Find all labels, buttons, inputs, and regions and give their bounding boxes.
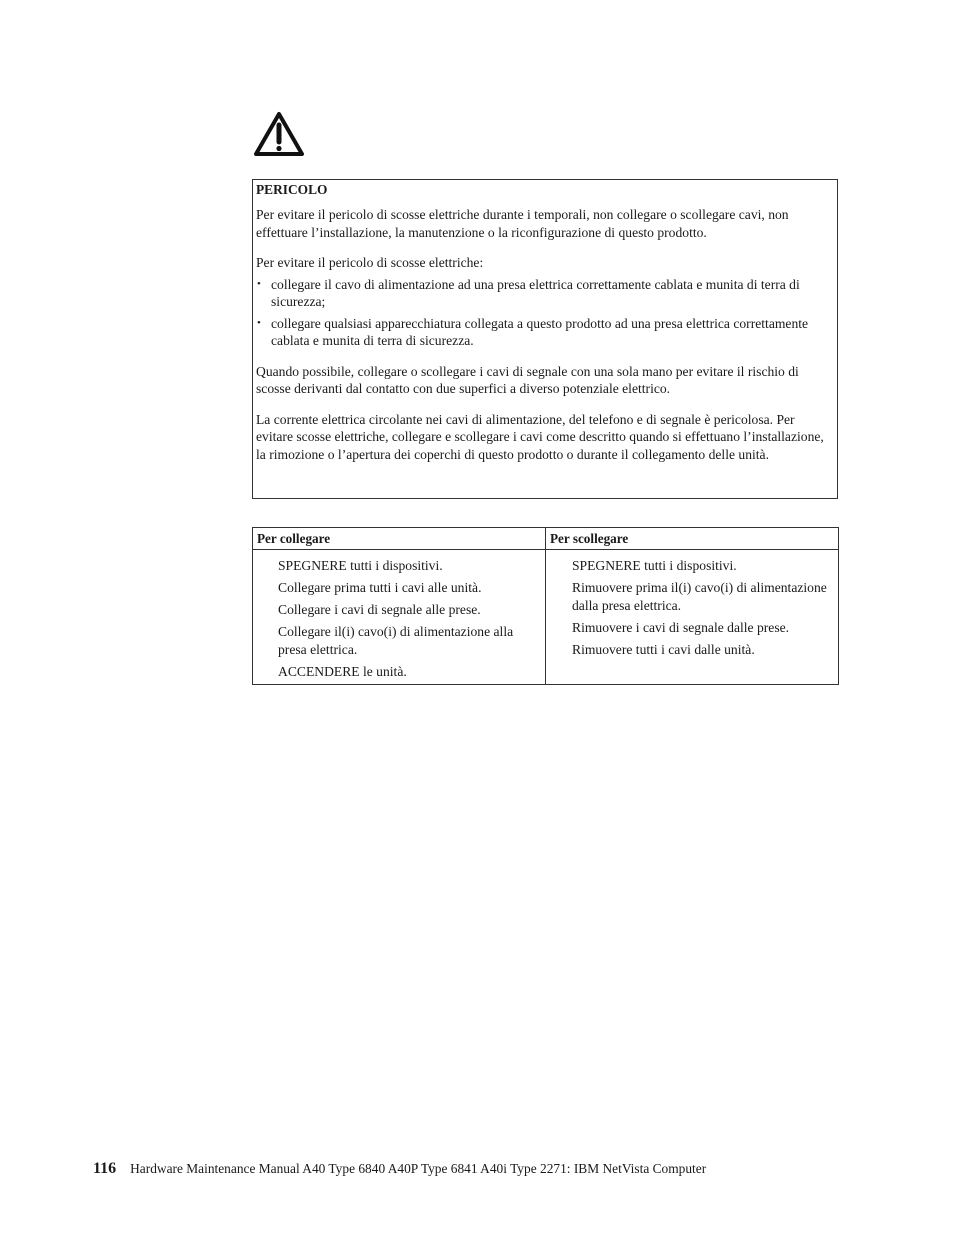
connect-header: Per collegare — [253, 528, 545, 550]
list-item — [256, 276, 829, 311]
bullet-text: collegare il cavo di alimentazione ad una presa elettrica correttamente cablata e munita di terra di sicurezza; — [271, 276, 800, 309]
bullet-icon: • — [257, 277, 261, 290]
list-item: ACCENDERE le unità. — [278, 663, 407, 679]
warning-triangle-icon — [253, 111, 305, 157]
danger-paragraph: Quando possibile, collegare o scollegare i cavi di segnale con una sola mano per evitare il rischio di scosse derivanti dal contatto con due superfici a diverso potenziale elettrico. — [256, 363, 799, 396]
page-footer — [93, 1160, 706, 1178]
list-item: Rimuovere i cavi di segnale dalle prese. — [572, 619, 790, 635]
list-item: SPEGNERE tutti i dispositivi. — [572, 558, 737, 573]
danger-paragraph: La corrente elettrica circolante nei cavi di alimentazione, del telefono e di segnale è pericolosa. Per evitare scosse elettriche, collegare e scollegare i cavi come descritto quando si effettuano l’installazione, la rimozione o l’apertura dei coperchi di questo prodotto o durante il collegamento delle unità. — [256, 411, 824, 462]
disconnect-column — [546, 528, 838, 684]
list-item: Collegare i cavi di segnale alle prese. — [278, 602, 481, 617]
bullet-text: collegare qualsiasi apparecchiatura collegata a questo prodotto ad una presa elettrica correttamente cablata e munita di terra di sicurezza. — [271, 315, 809, 348]
list-item: SPEGNERE tutti i dispositivi. — [278, 558, 443, 573]
list-item: Rimuovere tutti i cavi dalle unità. — [572, 641, 755, 657]
page-number: 116 — [93, 1160, 117, 1177]
list-item: Collegare il(i) cavo(i) di alimentazione alla presa elettrica. — [278, 624, 514, 657]
disconnect-steps — [546, 550, 838, 658]
danger-notice — [252, 179, 838, 499]
danger-paragraph: Per evitare il pericolo di scosse elettriche durante i temporali, non collegare o scollegare cavi, non effettuare l’installazione, la manutenzione o la riconfigurazione di questo prodotto. — [256, 207, 789, 240]
connect-steps — [253, 550, 545, 680]
danger-title: PERICOLO — [256, 182, 328, 197]
list-item — [256, 315, 829, 350]
danger-paragraph: Per evitare il pericolo di scosse elettriche: — [256, 255, 484, 270]
list-item: Collegare prima tutti i cavi alle unità. — [278, 580, 482, 595]
disconnect-header: Per scollegare — [546, 528, 838, 550]
bullet-icon: • — [257, 316, 261, 329]
connection-table — [252, 527, 839, 685]
connect-column — [253, 528, 546, 684]
danger-bullet-list — [256, 276, 829, 350]
footer-title: Hardware Maintenance Manual A40 Type 6840 A40P Type 6841 A40i Type 2271: IBM NetVista Computer — [130, 1161, 707, 1176]
list-item: Rimuovere prima il(i) cavo(i) di alimentazione dalla presa elettrica. — [572, 580, 827, 613]
